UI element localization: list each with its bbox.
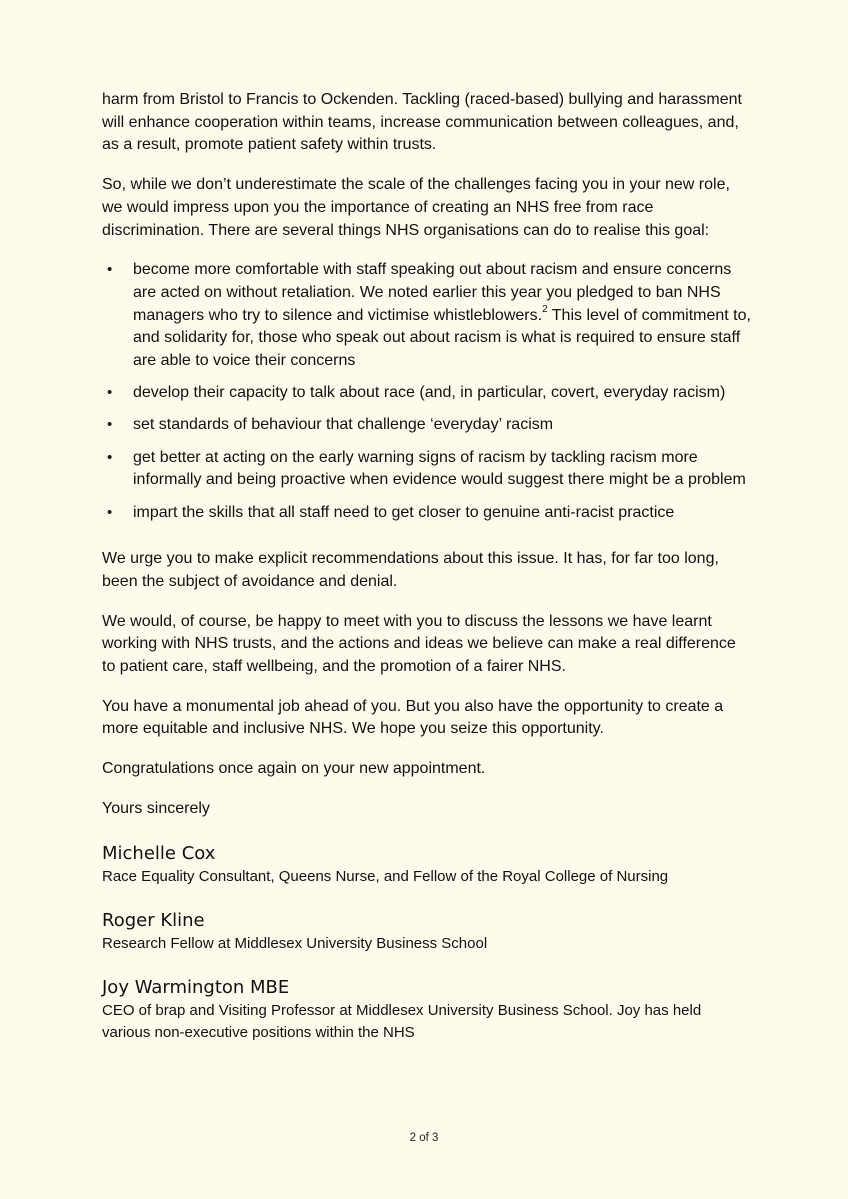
closing: Yours sincerely [102, 799, 210, 817]
list-item [102, 502, 752, 525]
signatory-title: CEO of brap and Visiting Professor at Middlesex University Business School. Joy has held various non-executive positions within the NHS [102, 1001, 702, 1041]
list-item-text: This level of commitment to, and solidarity for, those who speak out about racism is what is required to ensure staff are able to voice their concerns [133, 306, 751, 370]
paragraph: We would, of course, be happy to meet with you to discuss the lessons we have learnt working with NHS trusts, and the actions and ideas we believe can make a real difference to patient care, staff wellbeing, and the promotion of a fairer NHS. [102, 612, 736, 676]
paragraph: harm from Bristol to Francis to Ockenden. Tackling (raced-based) bullying and harassment will enhance cooperation within teams, increase communication between colleagues, and, as a result, promote patient safety within trusts. [102, 91, 742, 154]
signatory-title: Race Equality Consultant, Queens Nurse, and Fellow of the Royal College of Nursing [102, 867, 669, 885]
list-item [102, 259, 752, 373]
bullet-icon: • [107, 448, 113, 466]
footnote-ref: 2 [542, 304, 548, 316]
bullet-icon: • [107, 384, 113, 402]
letter-body [102, 89, 752, 1044]
list-item-text: impart the skills that all staff need to get closer to genuine anti-racist practice [133, 503, 675, 521]
list-item-text: become more comfortable with staff speaking out about racism and ensure concerns are acted on without retaliation. We noted earlier this year you pledged to ban NHS managers who try to silence and victimise whistleblowers. [133, 261, 732, 324]
bullet-icon: • [107, 503, 113, 521]
bullet-icon: • [107, 261, 113, 279]
bullet-list [102, 259, 752, 524]
signatory-name: Joy Warmington MBE [102, 976, 290, 998]
bullet-icon: • [107, 416, 113, 434]
list-item-text: develop their capacity to talk about race (and, in particular, covert, everyday racism) [133, 384, 726, 402]
page-number: 2 of 3 [409, 1132, 439, 1144]
signatory [102, 976, 752, 1044]
paragraph: You have a monumental job ahead of you. But you also have the opportunity to create a more equitable and inclusive NHS. We hope you seize this opportunity. [102, 697, 724, 738]
list-item [102, 382, 752, 405]
list-item-text: set standards of behaviour that challenge ‘everyday’ racism [133, 416, 554, 434]
paragraph: Congratulations once again on your new appointment. [102, 760, 486, 778]
signatory [102, 842, 752, 888]
paragraph: So, while we don’t underestimate the scale of the challenges facing you in your new role, we would impress upon you the importance of creating an NHS free from race discrimination. There are several things NHS organisations can do to realise this goal: [102, 176, 730, 239]
list-item-text: get better at acting on the early warning signs of racism by tackling racism more informally and being proactive when evidence would suggest there might be a problem [133, 448, 746, 489]
signatory-title: Research Fellow at Middlesex University Business School [102, 934, 488, 952]
list-item [102, 414, 752, 437]
signatory [102, 909, 752, 955]
signatory-name: Roger Kline [102, 909, 205, 931]
list-item [102, 447, 752, 492]
signatory-name: Michelle Cox [102, 842, 216, 864]
paragraph: We urge you to make explicit recommendations about this issue. It has, for far too long, been the subject of avoidance and denial. [102, 550, 719, 590]
